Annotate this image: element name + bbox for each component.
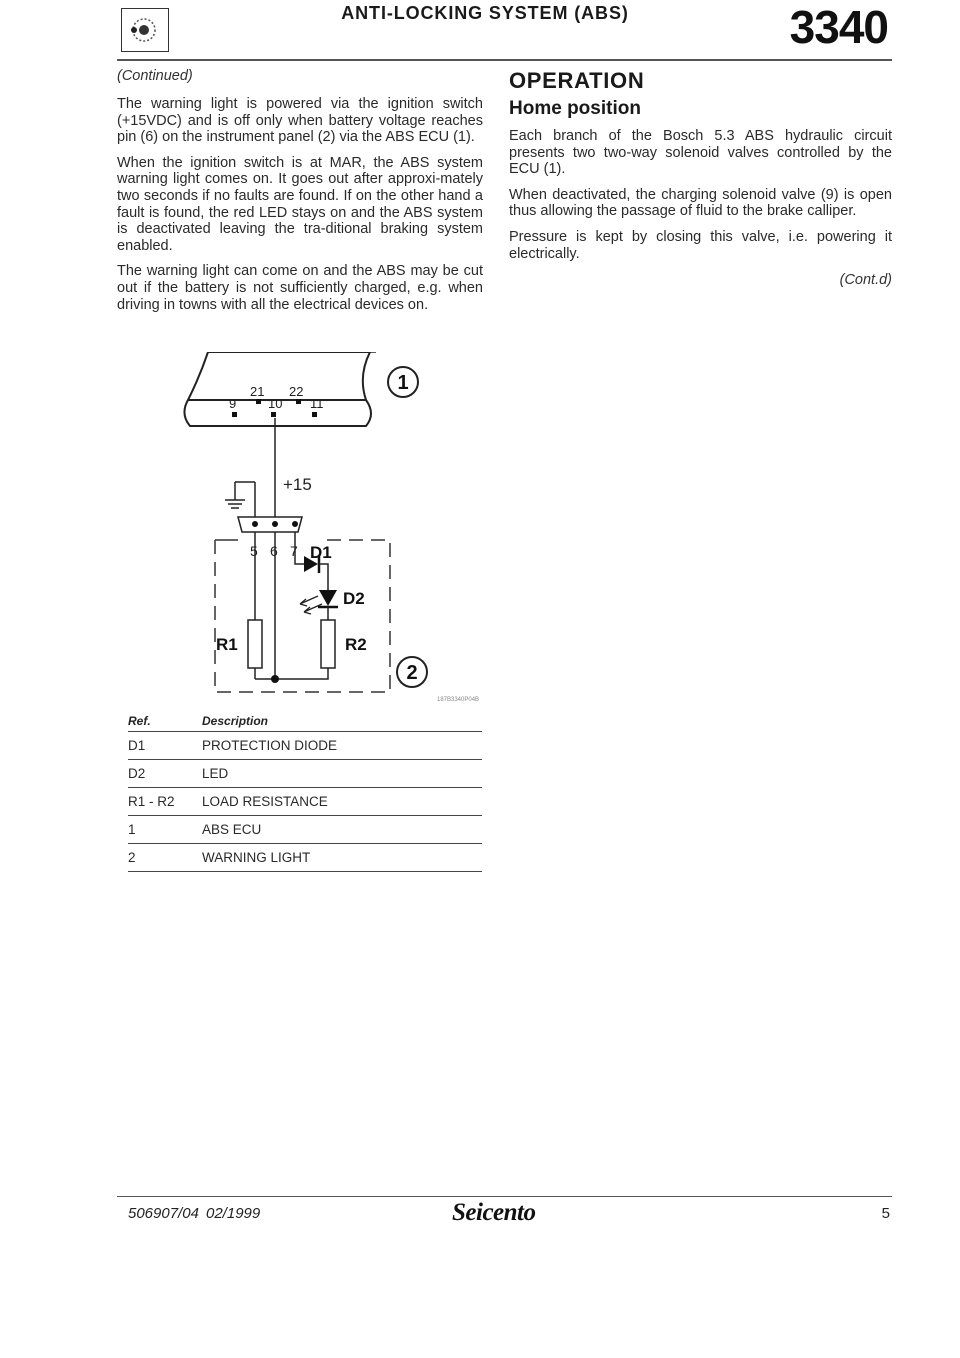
callout-ecu: 1 [397, 372, 409, 394]
right-column [509, 68, 892, 288]
continued-note: (Cont.d) [839, 272, 892, 289]
brand-logo: Seicento [452, 1199, 536, 1226]
ecu-pin-label: 10 [268, 396, 283, 411]
paragraph: Each branch of the Bosch 5.3 ABS hydraulic circuit presents two two-way solenoid valves controlled by the ECU (1). [509, 128, 892, 178]
panel-pin-label: 7 [290, 543, 298, 559]
description-cell: PROTECTION DIODE [202, 738, 338, 753]
ecu-pin-label: 9 [229, 396, 237, 411]
d1-label: D1 [310, 543, 332, 562]
header-divider [117, 59, 892, 61]
callout-warning-light: 2 [406, 662, 418, 684]
paragraph: When the ignition switch is at MAR, the ABS system warning light comes on. It goes out after approxi-mately two seconds if no faults are found. If on the other hand a fault is found, the red LED stays on and the ABS system is deactivated leaving the tra-ditional braking system enabled. [117, 154, 483, 254]
paragraph: Pressure is kept by closing this valve, i.e. powering it electrically. [509, 228, 892, 262]
document-number: 506907/04 [128, 1205, 199, 1222]
r1-label: R1 [216, 635, 238, 654]
resistor-r1-symbol [248, 620, 262, 668]
panel-pin-label: 5 [250, 543, 258, 559]
supply-label: +15 [283, 475, 312, 494]
left-column [117, 68, 483, 322]
description-cell: WARNING LIGHT [202, 850, 311, 865]
ref-cell: R1 - R2 [128, 794, 175, 809]
r2-label: R2 [345, 635, 367, 654]
column-header-description: Description [202, 713, 269, 728]
ecu-connector [188, 352, 376, 400]
ecu-pin-label: 11 [310, 396, 324, 411]
continued-label: (Continued) [117, 68, 193, 84]
paragraph: When deactivated, the charging solenoid valve (9) is open thus allowing the passage of fluid to the brake calliper. [509, 186, 892, 220]
paragraph: The warning light is powered via the ignition switch (+15VDC) and is off only when battery voltage reaches pin (6) on the instrument panel (2) via the ABS ECU (1). [117, 96, 483, 146]
ref-cell: 1 [128, 822, 136, 837]
description-cell: LOAD RESISTANCE [202, 794, 328, 809]
description-cell: LED [202, 766, 229, 781]
ecu-pin-label: 22 [289, 384, 304, 399]
publication-date: 02/1999 [206, 1205, 261, 1222]
table-row [128, 816, 482, 844]
section-number: 3340 [789, 1, 888, 53]
subsection-heading: Home position [509, 98, 641, 119]
ref-cell: D2 [128, 766, 146, 781]
reference-table [128, 710, 482, 872]
column-header-ref: Ref. [128, 713, 151, 728]
panel-connector [238, 517, 302, 532]
paragraph: The warning light can come on and the ABS may be cut out if the battery is not sufficiently charged, e.g. when driving in towns with all the electrical devices on. [117, 263, 483, 313]
wiring-diagram [180, 352, 480, 702]
image-code: 187B3340P04B [437, 697, 480, 703]
table-row [128, 732, 482, 760]
table-row [128, 844, 482, 872]
description-cell: ABS ECU [202, 822, 262, 837]
table-row [128, 760, 482, 788]
page-number: 5 [881, 1205, 890, 1222]
abs-warning-icon [121, 8, 169, 52]
panel-pin-label: 6 [270, 543, 278, 559]
ref-cell: D1 [128, 738, 146, 753]
footer-divider [117, 1196, 892, 1197]
table-header [128, 710, 482, 732]
ref-cell: 2 [128, 850, 136, 865]
page-title: ANTI-LOCKING SYSTEM (ABS) [341, 3, 629, 23]
section-heading: OPERATION [509, 68, 645, 93]
d2-label: D2 [343, 589, 365, 608]
resistor-r2-symbol [321, 620, 335, 668]
ecu-pin-label: 21 [250, 384, 265, 399]
table-row [128, 788, 482, 816]
